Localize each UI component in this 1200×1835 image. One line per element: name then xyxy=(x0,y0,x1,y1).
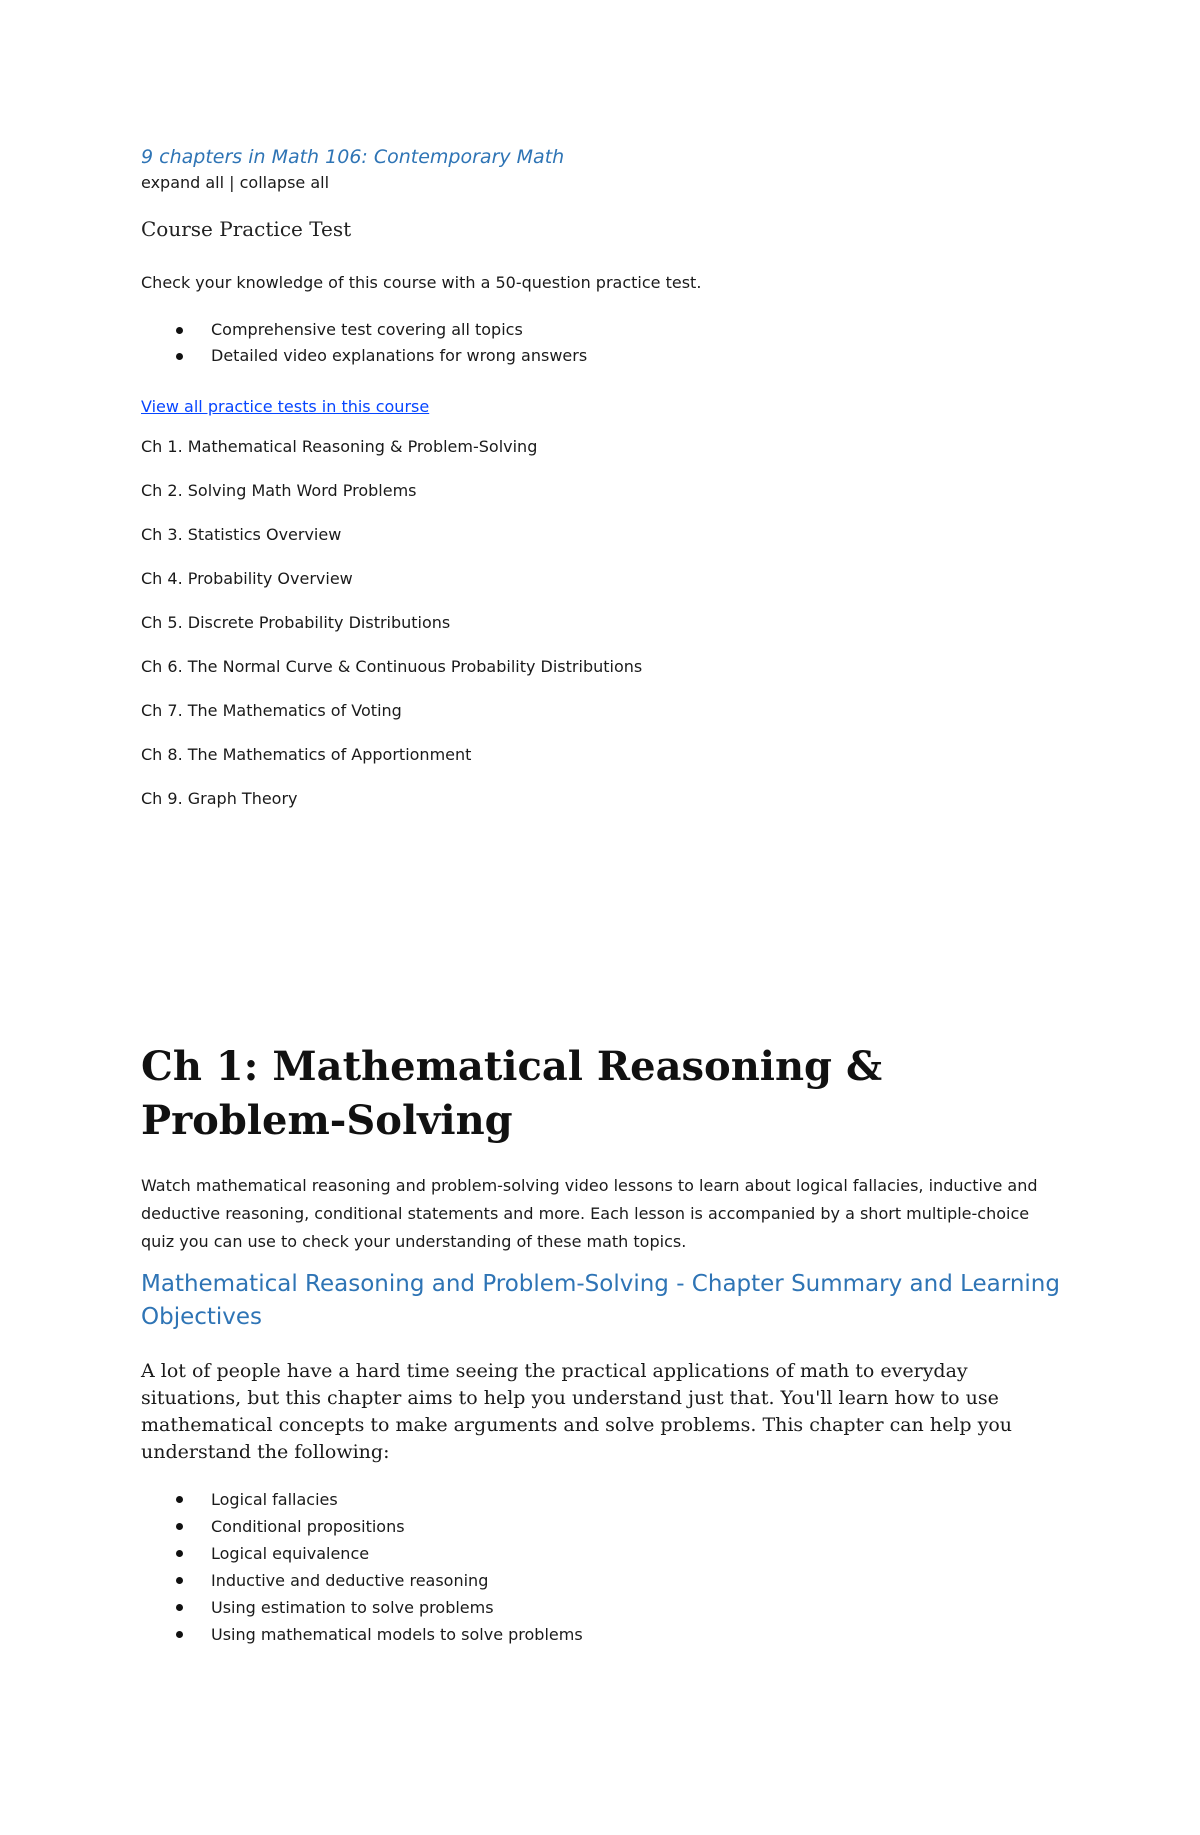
topic-text: Using mathematical models to solve problems xyxy=(211,1625,583,1644)
practice-test-title: Course Practice Test xyxy=(141,217,352,241)
list-item xyxy=(141,1594,1061,1621)
chapter-link-4[interactable]: Ch 4. Probability Overview xyxy=(141,569,353,588)
list-item xyxy=(141,343,1061,369)
bullet-icon xyxy=(176,1577,183,1584)
topic-text: Logical fallacies xyxy=(211,1490,338,1509)
practice-test-description: Check your knowledge of this course with a 50-question practice test. xyxy=(141,273,702,292)
chapter-link-2[interactable]: Ch 2. Solving Math Word Problems xyxy=(141,481,417,500)
chapter-link-9[interactable]: Ch 9. Graph Theory xyxy=(141,789,298,808)
feature-text: Detailed video explanations for wrong answers xyxy=(211,346,588,365)
chapter-summary-heading: Mathematical Reasoning and Problem-Solving - Chapter Summary and Learning Objectives xyxy=(141,1271,1060,1330)
chapter-1-description: Watch mathematical reasoning and problem-solving video lessons to learn about logical fallacies, inductive and deductive reasoning, conditional statements and more. Each lesson is accompanied by a short multiple-choice quiz you can use to check your understanding of these math topics. xyxy=(141,1176,1038,1251)
practice-test-features xyxy=(141,317,1061,369)
chapter-link-7[interactable]: Ch 7. The Mathematics of Voting xyxy=(141,701,402,720)
chapter-link-6[interactable]: Ch 6. The Normal Curve & Continuous Probability Distributions xyxy=(141,657,643,676)
chapter-link-5[interactable]: Ch 5. Discrete Probability Distributions xyxy=(141,613,451,632)
chapter-1-title: Ch 1: Mathematical Reasoning & Problem-Solving xyxy=(141,1043,883,1144)
chapter-link-3[interactable]: Ch 3. Statistics Overview xyxy=(141,525,342,544)
chapter-summary-paragraph: A lot of people have a hard time seeing the practical applications of math to everyday situations, but this chapter aims to help you understand just that. You'll learn how to use mathematical concepts to make arguments and solve problems. This chapter can help you understand the following: xyxy=(141,1360,1013,1463)
list-item xyxy=(141,317,1061,343)
bullet-icon xyxy=(176,1523,183,1530)
list-item xyxy=(141,1567,1061,1594)
bullet-icon xyxy=(176,1550,183,1557)
list-item xyxy=(141,1513,1061,1540)
learning-objectives-list xyxy=(141,1486,1061,1648)
feature-text: Comprehensive test covering all topics xyxy=(211,320,523,339)
chapter-link-1[interactable]: Ch 1. Mathematical Reasoning & Problem-Solving xyxy=(141,437,538,456)
chapter-list xyxy=(141,435,1061,811)
topic-text: Using estimation to solve problems xyxy=(211,1598,494,1617)
chapter-1-body xyxy=(141,1172,1061,1648)
chapters-count-heading: 9 chapters in Math 106: Contemporary Math xyxy=(141,146,565,168)
list-item xyxy=(141,1621,1061,1648)
view-all-practice-tests-link[interactable]: View all practice tests in this course xyxy=(141,397,430,416)
expand-collapse-controls[interactable]: expand all | collapse all xyxy=(141,173,330,192)
bullet-icon xyxy=(176,1631,183,1638)
list-item xyxy=(141,1540,1061,1567)
list-item xyxy=(141,1486,1061,1513)
chapter-link-8[interactable]: Ch 8. The Mathematics of Apportionment xyxy=(141,745,472,764)
course-outline xyxy=(141,143,1061,831)
bullet-icon xyxy=(176,1604,183,1611)
bullet-icon xyxy=(176,1496,183,1503)
bullet-icon xyxy=(176,353,183,360)
topic-text: Logical equivalence xyxy=(211,1544,370,1563)
topic-text: Inductive and deductive reasoning xyxy=(211,1571,489,1590)
bullet-icon xyxy=(176,327,183,334)
topic-text: Conditional propositions xyxy=(211,1517,405,1536)
